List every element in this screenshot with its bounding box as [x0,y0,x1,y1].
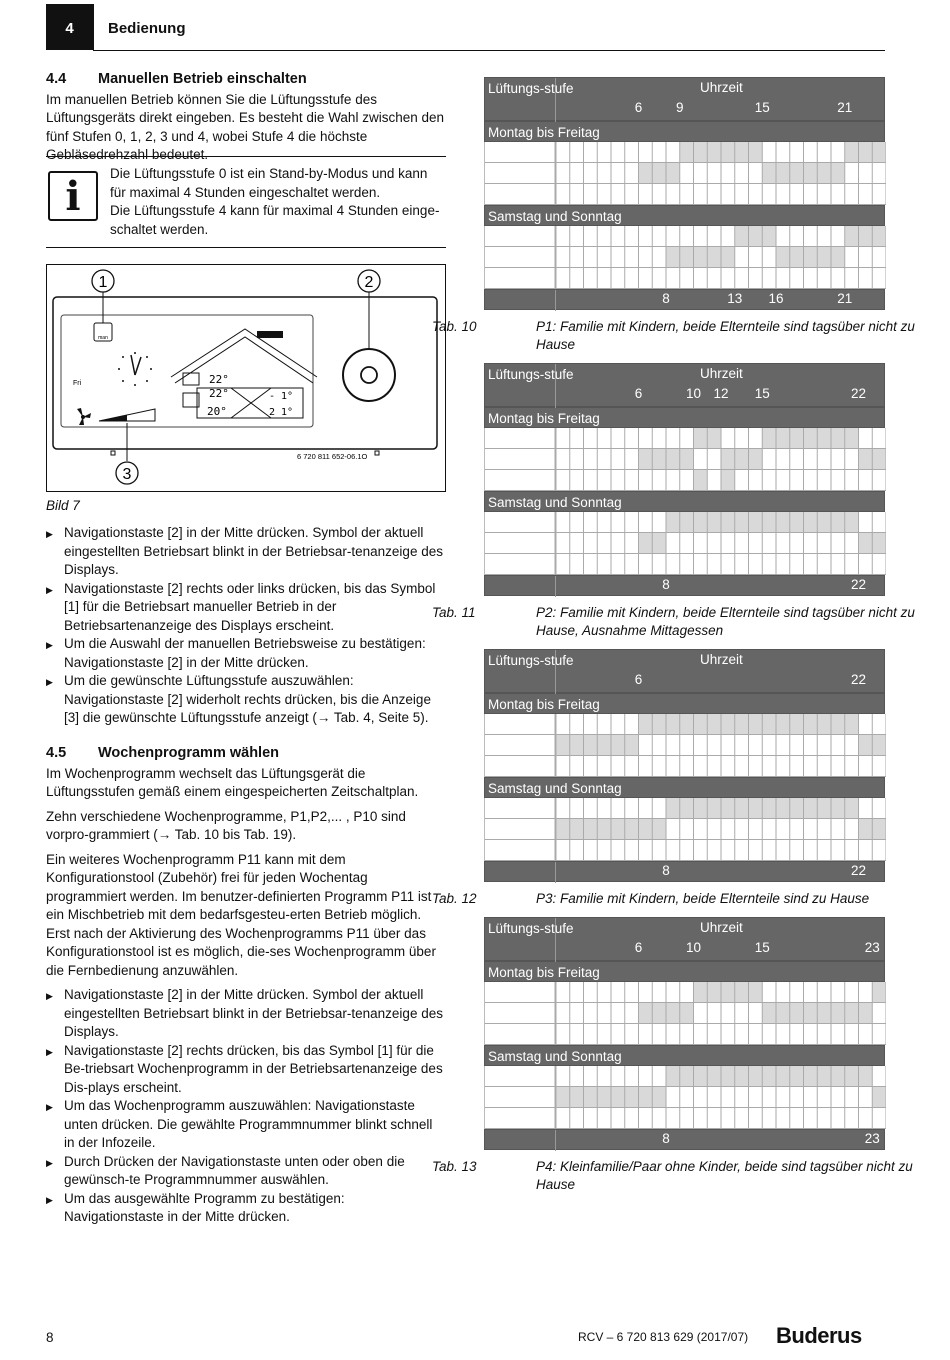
schedule-table [484,649,885,882]
schedule-row [484,428,885,449]
table-caption [432,1158,946,1194]
callout-1: 1 [98,274,108,291]
figure-code: 6 720 811 652-06.1O [297,452,368,461]
temp-exhaust: - 1° [269,391,294,402]
schedule-row [484,1108,885,1129]
schedule-row [484,735,885,756]
schedule-block [872,1087,886,1108]
note-line: Die Lüftungsstufe 4 kann für maximal 4 Stunden einge-schaltet werden. [110,203,440,237]
hour-tick-label: 22 [850,672,867,687]
table-caption-text: P2: Familie mit Kindern, beide Elternteile sind tagsüber nicht zu Hause, Ausnahme Mittagessen [536,605,915,638]
clock-icon [131,355,141,375]
paragraph: Zehn verschiedene Wochenprogramme, P1,P2,... , P10 sind vorpro-grammiert (→ Tab. 10 bis Tab. 19). [46,808,406,842]
schedule-row [484,714,885,735]
schedule-row [484,1087,885,1108]
house-icon [171,329,317,383]
section-heading: 4.4 Manuellen Betrieb einschalten [46,71,307,87]
schedule-row [484,798,885,819]
schedule-table [484,77,885,310]
level-label: Lüftungs-stufe [488,81,574,96]
schedule-block [762,428,858,449]
table-number: Tab. 11 [432,605,476,620]
schedule-block [721,470,735,491]
step-item: ▶ Navigationstaste [2] in der Mitte drücken. Symbol der aktuell eingestellten Betriebsart blinkt in der Betriebsar-tenanzeige des Displays. [46,986,446,1042]
footer-hour-label: 16 [768,291,784,306]
info-icon: i [48,171,98,221]
footer-hour-label: 22 [850,863,867,878]
schedule-block [694,982,763,1003]
hour-tick-label: 6 [634,940,643,955]
chapter-number: 4 [46,4,93,50]
footer-hour-label: 8 [662,577,670,592]
table-header [484,363,885,407]
note-line: Die Lüftungsstufe 0 ist ein Stand-by-Modus und kann für maximal 4 Stunden eingeschaltet werden. [110,166,428,200]
schedule-row [484,982,885,1003]
hour-tick-label: 10 [685,940,702,955]
step-item: ▶ Um die gewünschte Lüftungsstufe auszuwählen: Navigationstaste [2] widerholt rechts drücken, bis die Anzeige [3] die gewünschte Lüftungsstufe anzeigt (→ Tab. 4, Seite 5). [46,672,446,728]
brand-logo: Buderus [776,1323,862,1348]
weekday-header: Montag bis Freitag [484,121,885,142]
schedule-row [484,268,885,289]
table-header [484,917,885,961]
level-label: Lüftungs-stufe [488,921,574,936]
section-intro: Im manuellen Betrieb können Sie die Lüftungsstufe des Lüftungsgeräts direkt eingeben. Es besteht die Wahl zwischen den fünf Stufen 0, 1, 2, 3 und 4, wobei Stufe 4 die höchste Gebläsedrehzahl bedeutet. [46,91,444,162]
schedule-block [776,247,845,268]
step-item: ▶ Um die Auswahl der manuellen Betriebsweise zu bestätigen: Navigationstaste [2] in der Mitte drücken. [46,635,446,672]
info-line-icon [257,331,283,338]
step-item: ▶ Navigationstaste [2] rechts oder links drücken, bis das Symbol [1] für die Betriebsart manueller Betrieb in der Betriebsartenanzeige des Displays erscheint. [46,580,446,636]
callout-2: 2 [364,274,374,291]
schedule-row [484,449,885,470]
hour-tick-label: 15 [754,940,770,955]
outdoor-icon [183,373,199,385]
hour-tick-label: 9 [675,100,684,115]
header-divider [93,4,94,50]
hour-tick-label: 22 [850,386,867,401]
schedule-table [484,917,885,1150]
temp-indoor: 22° [209,387,229,400]
weekend-header: Samstag und Sonntag [484,1045,885,1066]
hour-tick-label: 6 [634,386,643,401]
time-label: Uhrzeit [700,652,743,667]
document-code: RCV – 6 720 813 629 (2017/07) [578,1330,749,1344]
time-label: Uhrzeit [700,920,743,935]
navigation-button [343,349,395,401]
page-number: 8 [46,1330,54,1345]
step-item: ▶ Um das ausgewählte Programm zu bestätigen: Navigationstaste in der Mitte drücken. [46,1190,446,1227]
weekday-header: Montag bis Freitag [484,693,885,714]
time-label: Uhrzeit [700,80,743,95]
footer-hour-label: 21 [837,291,853,306]
section-4-5 [46,744,446,1227]
schedule-block [694,470,708,491]
footer-hour-label: 13 [727,291,743,306]
schedule-row [484,142,885,163]
schedule-row [484,819,885,840]
schedule-block [639,163,680,184]
man-label: man [98,335,108,341]
temp-outdoor: 22° [209,373,229,386]
weekday-header: Montag bis Freitag [484,407,885,428]
weekend-header: Samstag und Sonntag [484,777,885,798]
schedule-block [845,226,886,247]
schedule-row [484,247,885,268]
schedule-block [721,449,762,470]
table-footer [484,861,885,882]
schedule-row [484,163,885,184]
hour-tick-label: 21 [837,100,853,115]
schedule-row [484,756,885,777]
schedule-block [872,982,886,1003]
table-caption-text: P1: Familie mit Kindern, beide Elternteile sind tagsüber nicht zu Hause [536,319,915,352]
hour-tick-label: 15 [754,386,770,401]
paragraph: Ein weiteres Wochenprogramm P11 kann mit dem Konfigurationstool (Zubehör) frei für jeden Wochentag programmiert werden. Im benutzer-definierten Programm P11 ist ein Mischbetrieb mit dem bedarfsgesteu-erten Betrieb möglich. Erst nach der Aktivierung des Wochenprogramms P11 über das Konfigurationstool ist es möglich, die-ses Wochenprogramm über die Fernbedienung anzuwählen. [46,851,436,978]
schedule-block [666,247,735,268]
hour-tick-label: 10 [685,386,702,401]
section-heading: 4.5 Wochenprogramm wählen [46,745,280,761]
schedule-row [484,184,885,205]
chapter-title: Bedienung [108,20,186,37]
schedule-row [484,512,885,533]
time-label: Uhrzeit [700,366,743,381]
info-note [46,156,446,248]
table-footer [484,289,885,310]
weekend-header: Samstag und Sonntag [484,205,885,226]
temp-extract: 2 1° [269,407,294,418]
schedule-row [484,1003,885,1024]
schedule-row [484,533,885,554]
header-rule [93,50,885,51]
hour-tick-label: 6 [634,100,643,115]
hour-tick-label: 15 [754,100,770,115]
step-item: ▶ Navigationstaste [2] in der Mitte drücken. Symbol der aktuell eingestellten Betriebsart blinkt in der Betriebsar-tenanzeige des Displays. [46,524,446,580]
schedule-table [484,363,885,596]
day-label: Fri [73,380,82,387]
table-footer [484,575,885,596]
footer-hour-label: 22 [850,577,867,592]
schedule-block [845,142,886,163]
level-label: Lüftungs-stufe [488,653,574,668]
table-number: Tab. 12 [432,891,477,906]
schedule-block [666,1066,872,1087]
table-caption [432,890,946,908]
hour-tick-label: 6 [634,672,643,687]
fan-level-icon [77,408,91,425]
callout-3: 3 [122,466,132,483]
paragraph: Im Wochenprogramm wechselt das Lüftungsgerät die Lüftungsstufen gemäß einem eingespeicherten Zeitschaltplan. [46,765,419,799]
table-caption-text: P3: Familie mit Kindern, beide Elternteile sind zu Hause [536,891,870,906]
schedule-row [484,554,885,575]
weekday-header: Montag bis Freitag [484,961,885,982]
steps-4-4 [46,524,446,728]
remote-control-figure [46,264,446,492]
footer-hour-label: 8 [662,291,670,306]
figure-caption: Bild 7 [46,498,80,513]
table-caption-text: P4: Kleinfamilie/Paar ohne Kinder, beide sind tagsüber nicht zu Hause [536,1159,913,1192]
weekend-header: Samstag und Sonntag [484,491,885,512]
footer-hour-label: 8 [662,1131,670,1146]
step-item: ▶ Um das Wochenprogramm auszuwählen: Navigationstaste unten drücken. Die gewählte Programmnummer blinkt schnell in der Infozeile. [46,1097,446,1153]
footer-hour-label: 23 [864,1131,880,1146]
schedule-row [484,840,885,861]
table-footer [484,1129,885,1150]
schedule-row [484,1066,885,1087]
step-item: ▶ Durch Drücken der Navigationstaste unten oder oben die gewünsch-te Programmnummer auswählen. [46,1153,446,1190]
table-header [484,77,885,121]
remote-control-drawing [47,265,445,491]
step-item: ▶ Navigationstaste [2] rechts drücken, bis das Symbol [1] für die Be-triebsart Wochenprogramm in der Betriebsartenanzeige des Dis-plays erscheint. [46,1042,446,1098]
table-caption [432,604,946,640]
temp-supply: 20° [207,405,227,418]
schedule-row [484,1024,885,1045]
schedule-row [484,226,885,247]
table-header [484,649,885,693]
footer-hour-label: 8 [662,863,670,878]
table-caption [432,318,946,354]
hour-tick-label: 12 [713,386,729,401]
hour-tick-label: 23 [864,940,880,955]
schedule-row [484,470,885,491]
schedule-block [735,226,776,247]
table-number: Tab. 13 [432,1159,477,1174]
level-label: Lüftungs-stufe [488,367,574,382]
table-number: Tab. 10 [432,319,477,334]
